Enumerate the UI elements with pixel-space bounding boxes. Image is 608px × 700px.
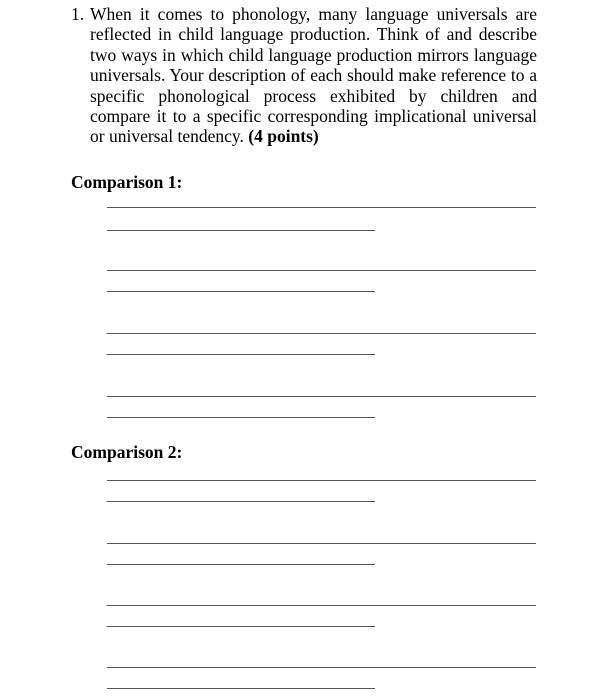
answer-line[interactable] xyxy=(107,333,536,334)
question-number: 1. xyxy=(71,4,85,24)
answer-line[interactable] xyxy=(107,667,536,668)
answer-line[interactable] xyxy=(107,501,375,502)
answer-line[interactable] xyxy=(107,354,375,355)
answer-line[interactable] xyxy=(107,626,375,627)
answer-line[interactable] xyxy=(107,688,375,689)
question-text: When it comes to phonology, many language universals are reflected in child language production. Think of and describe two ways in which child language production mirrors language universals. Your description of each should make reference to a specific phonological process exhibited by children and compare it to a specific corresponding implicational universal or universal tendency. xyxy=(90,4,537,147)
comparison-1-title: Comparison 1: xyxy=(71,172,183,192)
answer-line[interactable] xyxy=(107,207,536,208)
answer-line[interactable] xyxy=(107,230,375,231)
question-points: (4 points) xyxy=(248,126,319,147)
question-text-block xyxy=(90,4,537,147)
answer-line[interactable] xyxy=(107,605,536,606)
answer-line[interactable] xyxy=(107,480,536,481)
answer-line[interactable] xyxy=(107,270,536,271)
answer-line[interactable] xyxy=(107,417,375,418)
answer-line[interactable] xyxy=(107,564,375,565)
question-block xyxy=(71,4,537,147)
comparison-2-title: Comparison 2: xyxy=(71,442,183,462)
answer-line[interactable] xyxy=(107,543,536,544)
answer-line[interactable] xyxy=(107,291,375,292)
answer-line[interactable] xyxy=(107,396,536,397)
